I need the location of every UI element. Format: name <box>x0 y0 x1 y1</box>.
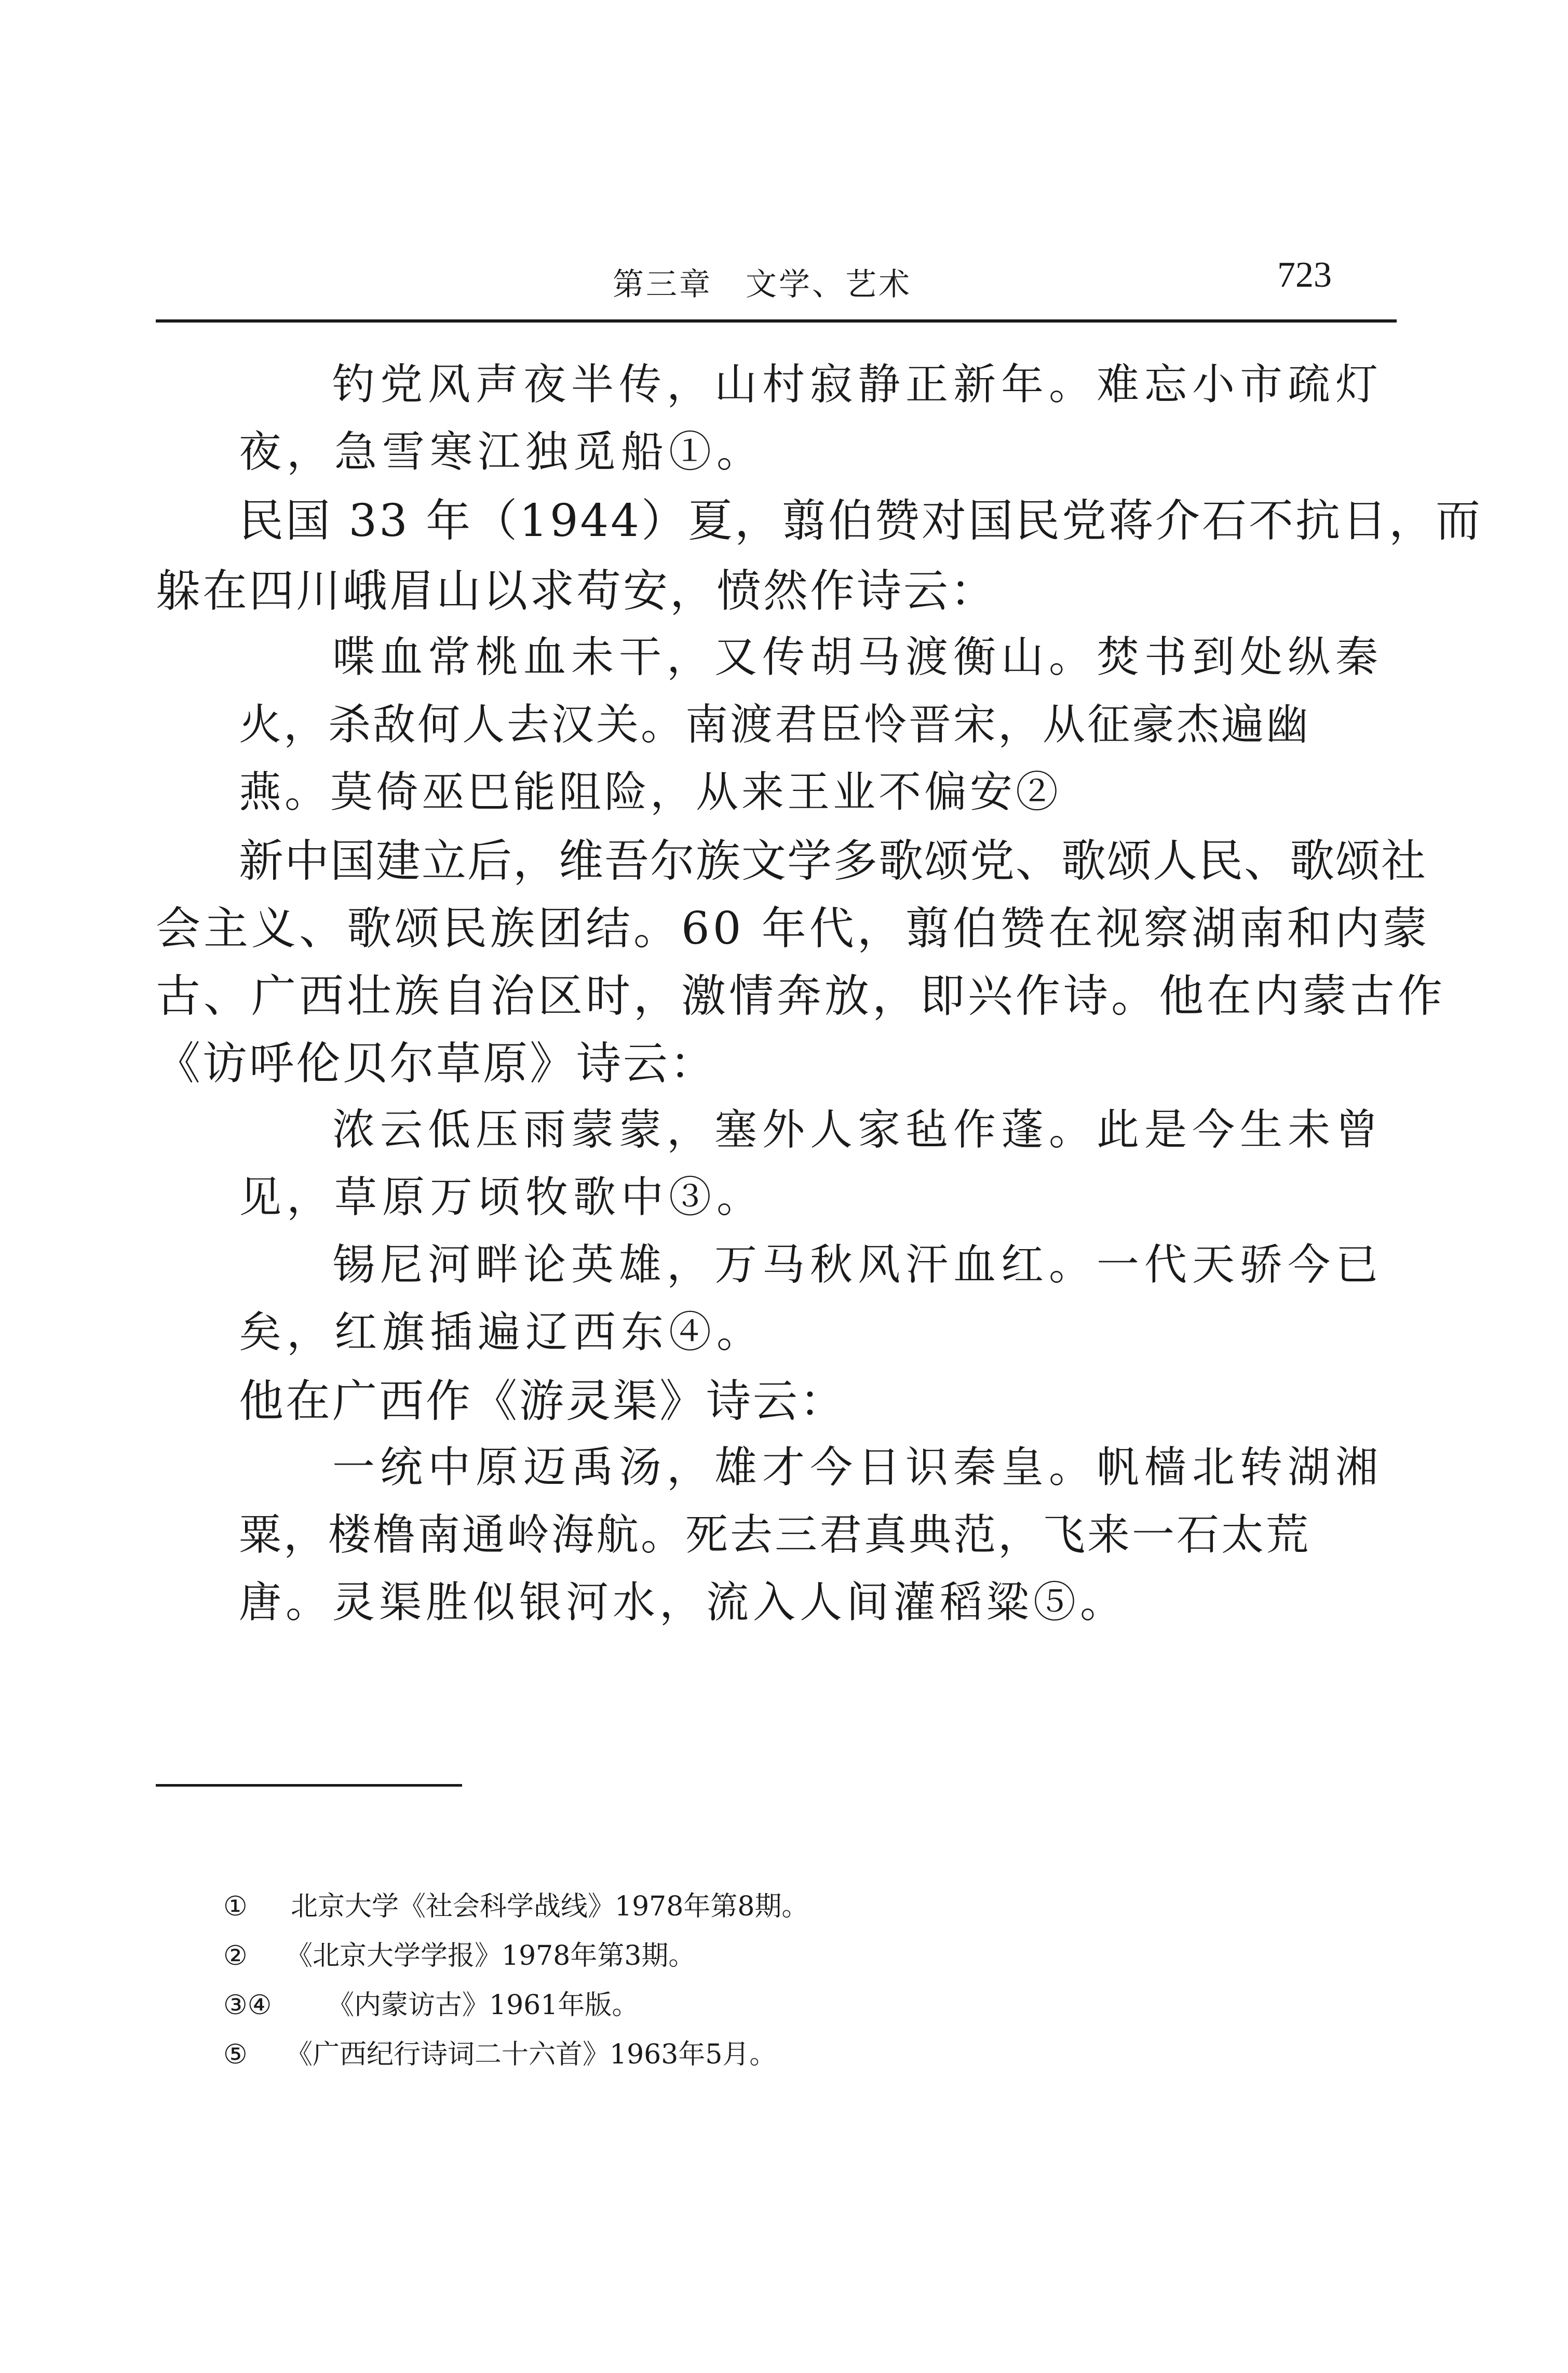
footnote-marker: ② <box>223 1940 248 1972</box>
running-header-title: 第三章 文学、艺术 <box>613 266 912 303</box>
body-line: 古、广西壮族自治区时，激情奔放，即兴作诗。他在内蒙古作 <box>156 970 1445 1022</box>
body-line: 燕。莫倚巫巴能阻险，从来王业不偏安② <box>239 768 1062 817</box>
footnote-text: 北京大学《社会科学战线》1978年第8期。 <box>291 1891 809 1922</box>
body-line: 见，草原万顷牧歌中③。 <box>239 1173 765 1222</box>
body-line: 他在广西作《游灵渠》诗云： <box>239 1375 846 1427</box>
body-line: 粟，楼橹南通岭海航。死去三君真典范，飞来一石太荒 <box>239 1510 1311 1560</box>
body-line: 锡尼河畔论英雄，万马秋风汗血红。一代天骄今已 <box>332 1240 1384 1290</box>
body-line: 《访呼伦贝尔草原》诗云： <box>156 1038 717 1090</box>
body-line: 新中国建立后，维吾尔族文学多歌颂党、歌颂人民、歌颂社 <box>239 835 1427 887</box>
footnote-divider <box>156 1784 462 1787</box>
body-line: 会主义、歌颂民族团结。60 年代，翦伯赞在视察湖南和内蒙 <box>156 903 1430 955</box>
body-line: 浓云低压雨蒙蒙，塞外人家毡作蓬。此是今生未曾 <box>332 1105 1384 1155</box>
footnote-marker: ① <box>223 1891 248 1922</box>
footnote-marker: ⑤ <box>223 2039 248 2070</box>
page-number: 723 <box>1277 255 1332 295</box>
body-line: 夜，急雪寒江独觅船①。 <box>239 427 765 477</box>
footnote-marker: ③④ <box>223 1990 272 2021</box>
footnote-text: 《北京大学学报》1978年第3期。 <box>286 1940 696 1972</box>
body-line: 矣，红旗插遍辽西东④。 <box>239 1308 765 1357</box>
body-line: 唐。灵渠胜似银河水，流入人间灌稻粱⑤。 <box>239 1578 1127 1627</box>
body-line: 火，杀敌何人去汉关。南渡君臣怜晋宋，从征豪杰遍幽 <box>239 700 1311 749</box>
body-line: 躲在四川峨眉山以求苟安，愤然作诗云： <box>156 565 997 617</box>
footnote-text: 《内蒙访古》1961年版。 <box>327 1990 639 2021</box>
body-line: 一统中原迈禹汤，雄才今日识秦皇。帆樯北转湖湘 <box>332 1443 1384 1492</box>
header-divider <box>156 319 1397 323</box>
body-line: 钓党风声夜半传，山村寂静正新年。难忘小市疏灯 <box>332 360 1384 409</box>
body-line: 民国 33 年（1944）夏，翦伯赞对国民党蒋介石不抗日，而 <box>239 495 1482 547</box>
footnote-text: 《广西纪行诗词二十六首》1963年5月。 <box>286 2039 777 2070</box>
body-line: 喋血常桃血未干，又传胡马渡衡山。焚书到处纵秦 <box>332 633 1384 682</box>
